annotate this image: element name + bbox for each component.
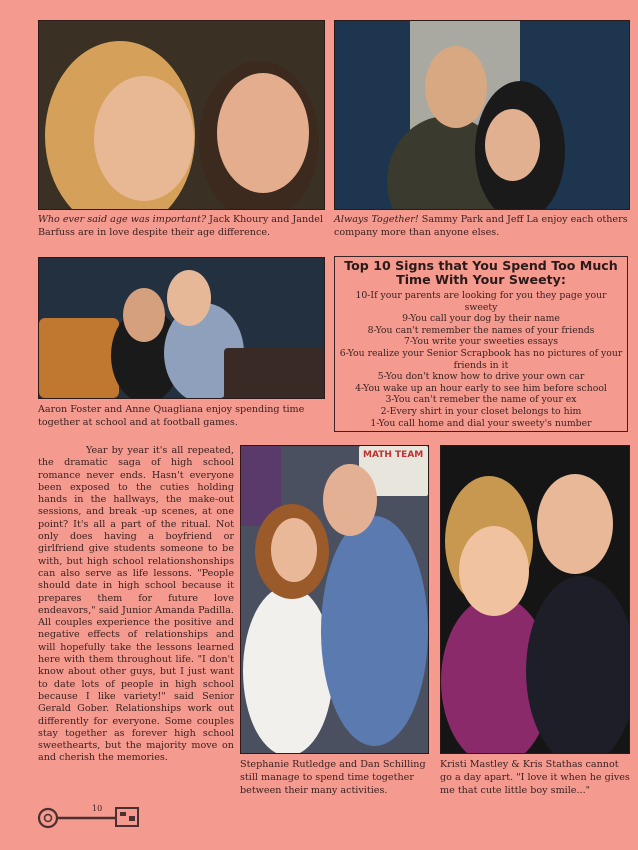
- photo-figure-boy: [526, 576, 630, 754]
- top-ten-item: 10-If your parents are looking for you they page your sweety: [355, 290, 607, 313]
- photo-face-girl: [485, 109, 540, 181]
- photo-couple-khoury-barfuss: [38, 20, 325, 210]
- top-ten-item: 8-You can't remember the names of your friends: [367, 324, 595, 336]
- story-paragraph: Year by year it's all repeated, the dramatic saga of high school romance never ends. Hasn't everyone been exposed to the cuties holding hands in the hallways, the make-out sessions, and break -up scenes, at one point? It's all a part of the ritual. Not only does having a boyfriend or girlfriend give students someone to be with, but high school relationshonships can also serve as life lessons. "People should date in high school because it prepares them for future love endeavors," said Junior Amanda Padilla. All couples experience the positive and negative effects of relationships and will hopefully take the lessons learned here with them throughout life. "I don't know about other guys, but I just want to date lots of people in high school because I like variety!" said Senior Gerald Gober. Relationships work out differently for everyone. Some couples stay together as forever high school sweethearts, but the majority move on and cherish the memories.: [38, 445, 234, 764]
- photo-face-boy: [425, 46, 487, 128]
- photo-sign-text: MATH TEAM: [363, 450, 424, 460]
- caption-bottom-right: Kristi Mastley & Kris Stathas cannot go a day apart. "I love it when he gives me that cute little boy smile...": [440, 759, 630, 796]
- key-icon: [36, 800, 142, 832]
- photo-face-boy: [217, 73, 309, 193]
- top-ten-item: 1-You call home and dial your sweety's number: [370, 417, 592, 429]
- page-number: 10: [92, 804, 103, 813]
- story-body: [38, 445, 234, 765]
- photo-face-girl: [167, 270, 211, 326]
- caption-top-left-text: Jack Khoury and Jandel Barfuss are in love despite their age difference.: [38, 214, 324, 238]
- top-ten-title: Top 10 Signs that You Spend Too Much Time With Your Sweety:: [344, 258, 618, 287]
- caption-top-left-italic: Who ever said age was important?: [38, 214, 207, 225]
- photo-couple-mastley-stathas: [440, 445, 630, 754]
- caption-mid-left: Aaron Foster and Anne Quagliana enjoy spending time together at school and at football games.: [38, 404, 305, 428]
- caption-top-right-italic: Always Together!: [334, 214, 419, 225]
- top-ten-list: [335, 290, 627, 429]
- photo-couple-foster-quagliana: [38, 257, 325, 399]
- photo-face-girl: [459, 526, 529, 616]
- photo-face-boy: [537, 474, 613, 574]
- caption-top-right: [334, 213, 628, 239]
- top-ten-item: 9-You call your dog by their name: [402, 313, 560, 325]
- photo-table: [224, 348, 325, 399]
- photo-couple-rutledge-schilling: [240, 445, 429, 754]
- top-ten-item: 6-You realize your Senior Scrapbook has no pictures of your friends in it: [339, 347, 623, 371]
- top-ten-item: 4-You wake up an hour early to see him before school: [355, 382, 607, 394]
- caption-bottom-mid: Stephanie Rutledge and Dan Schilling still manage to spend time together between their many activities.: [240, 759, 426, 796]
- top-ten-item: 2-Every shirt in your closet belongs to him: [380, 405, 582, 417]
- photo-face-boy: [323, 464, 377, 536]
- top-ten-item: 7-You write your sweeties essays: [404, 336, 558, 348]
- photo-chairs: [39, 318, 119, 398]
- photo-face-boy: [123, 288, 165, 342]
- top-ten-item: 3-You can't remeber the name of your ex: [385, 394, 577, 406]
- photo-figure-girl: [243, 586, 333, 754]
- photo-face-girl: [271, 518, 317, 582]
- caption-top-left: [38, 213, 328, 239]
- caption-top-right-text: Sammy Park and Jeff La enjoy each others company more than anyone elses.: [334, 214, 628, 238]
- photo-couple-park-la: [334, 20, 630, 210]
- photo-face-girl: [94, 76, 194, 201]
- top-ten-box: [334, 256, 628, 432]
- photo-figure-boy: [321, 516, 428, 746]
- top-ten-item: 5-You don't know how to drive your own car: [377, 371, 585, 383]
